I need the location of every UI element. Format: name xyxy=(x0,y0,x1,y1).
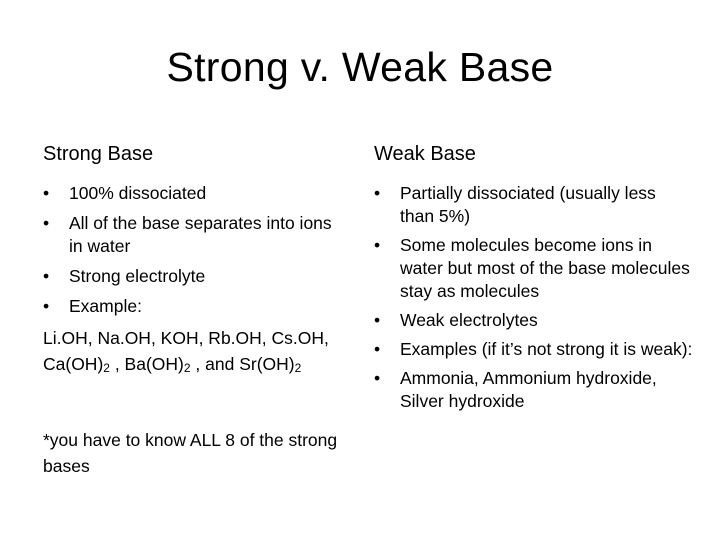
bullet-icon: • xyxy=(43,183,50,203)
bullet-icon: • xyxy=(374,310,381,330)
bullet-text: Ammonia, Ammonium hydroxide, Silver hydroxide xyxy=(400,368,657,411)
weak-base-column xyxy=(374,140,694,419)
list-item xyxy=(374,182,694,228)
bullet-icon: • xyxy=(374,368,381,388)
bullet-text: Example: xyxy=(69,296,142,316)
bullet-text: Strong electrolyte xyxy=(69,266,206,286)
bullet-text: 100% dissociated xyxy=(69,183,207,203)
bullet-text: Weak electrolytes xyxy=(400,310,538,330)
slide-title: Strong v. Weak Base xyxy=(166,44,554,90)
bullet-text: Partially dissociated (usually less than 5%) xyxy=(400,183,656,226)
bullet-icon: • xyxy=(43,266,50,286)
bullet-icon: • xyxy=(374,183,381,203)
weak-base-heading: Weak Base xyxy=(374,143,476,165)
list-item xyxy=(43,182,343,205)
strong-base-bullet-list xyxy=(43,182,343,318)
strong-base-note: *you have to know ALL 8 of the strong bases xyxy=(43,430,338,476)
strong-base-examples xyxy=(43,325,343,381)
bullet-icon: • xyxy=(374,339,381,359)
bullet-text: Examples (if it’s not strong it is weak): xyxy=(400,339,693,359)
list-item xyxy=(374,234,694,303)
bullet-text: Some molecules become ions in water but most of the base molecules stay as molecules xyxy=(400,235,690,301)
strong-base-column xyxy=(43,140,343,479)
list-item xyxy=(43,265,343,288)
examples-line-1: Li.OH, Na.OH, KOH, Rb.OH, Cs.OH, xyxy=(43,328,329,348)
strong-base-heading: Strong Base xyxy=(43,143,154,165)
list-item xyxy=(374,338,694,361)
list-item xyxy=(374,367,694,413)
bullet-icon: • xyxy=(43,296,50,316)
list-item xyxy=(43,212,343,258)
weak-base-bullet-list xyxy=(374,182,694,413)
list-item xyxy=(374,309,694,332)
list-item xyxy=(43,295,343,318)
examples-line-2: $Ca(OH)_2$ , $Ba(OH)_2$ , and $Sr(OH)_2$ xyxy=(43,354,302,375)
bullet-text: All of the base separates into ions in water xyxy=(69,213,332,256)
bullet-icon: • xyxy=(374,235,381,255)
bullet-icon: • xyxy=(43,213,50,233)
